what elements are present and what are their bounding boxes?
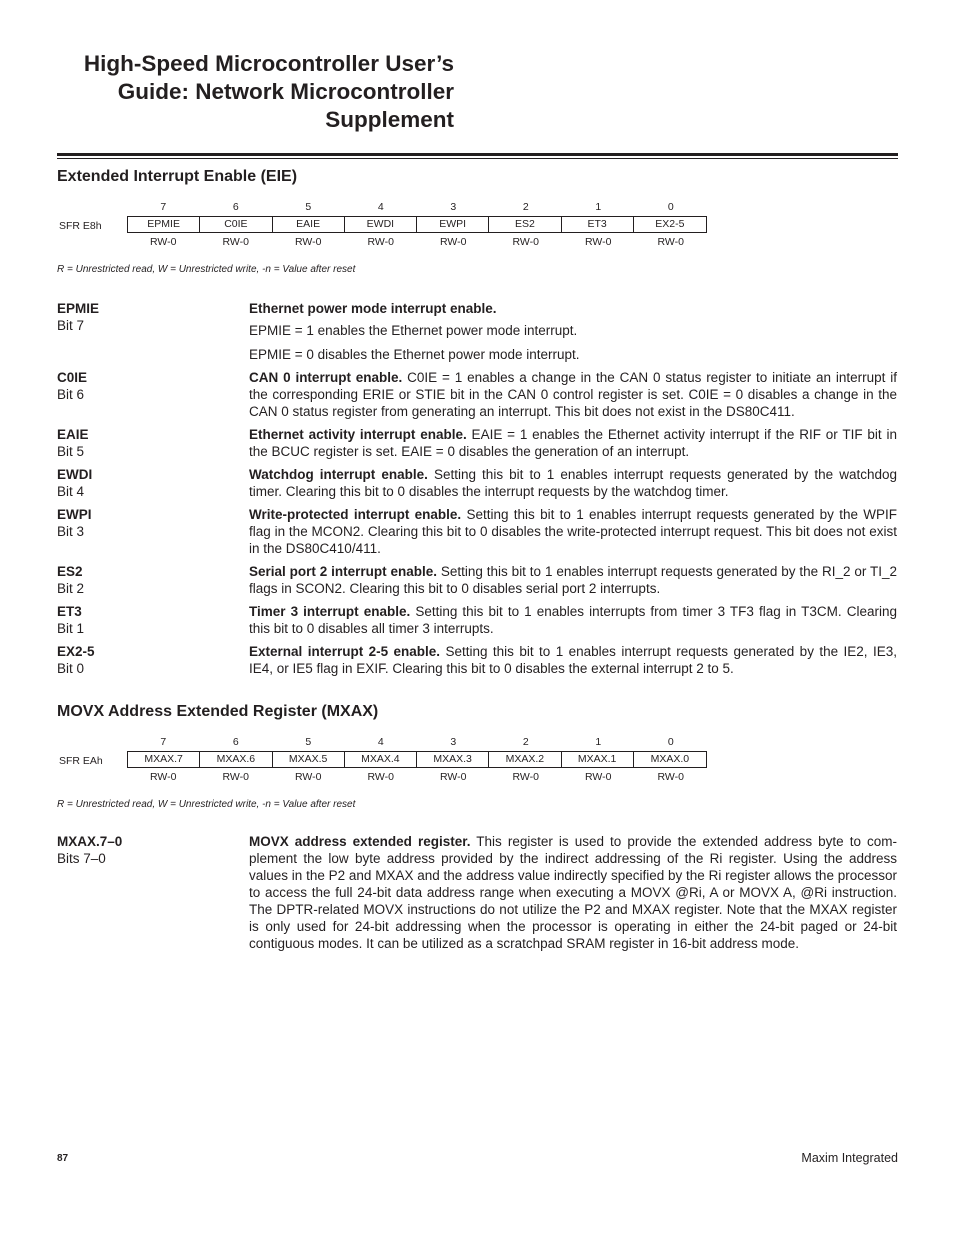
bit-name: C0IE [57, 370, 88, 385]
eie-bit-cells [127, 216, 707, 233]
mxax-reset-values [127, 771, 707, 783]
bit-cell: MXAX.7 [128, 752, 200, 767]
bit-position: Bits 7–0 [57, 851, 106, 866]
desc-lead: Write-protected interrupt enable. [249, 507, 462, 522]
bit-cell: MXAX.3 [417, 752, 489, 767]
bit-number: 5 [305, 736, 312, 748]
bit-desc-ewpi [249, 506, 897, 557]
reset-value: RW-0 [657, 236, 684, 248]
eie-sfr-address: SFR E8h [59, 220, 102, 232]
document-title [40, 50, 454, 134]
bit-cell: MXAX.2 [489, 752, 561, 767]
desc-lead: CAN 0 interrupt enable. [249, 370, 403, 385]
desc-line: EPMIE = 0 disables the Ethernet power mode interrupt. [249, 347, 580, 362]
eie-bit-numbers [127, 201, 707, 213]
desc-lead: Serial port 2 interrupt enable. [249, 564, 438, 579]
desc-lead: MOVX address extended register. [249, 834, 471, 849]
title-line-1: High-Speed Microcontroller User’s [83, 51, 454, 76]
bit-position: Bit 6 [57, 387, 85, 402]
bit-name-ewpi [57, 506, 92, 540]
desc-text: Setting this bit to 1 enables interrupts from timer 3 TF3 flag in T3CM. Clearing this bit to 0 disables all timer 3 interrupts. [249, 604, 897, 636]
reset-value: RW-0 [585, 771, 612, 783]
bit-number: 4 [377, 201, 384, 213]
reset-value: RW-0 [657, 771, 684, 783]
page-number: 87 [57, 1153, 69, 1164]
desc-lead: Watchdog interrupt enable. [249, 467, 428, 482]
reset-value: RW-0 [222, 771, 249, 783]
bit-name: EX2-5 [57, 644, 95, 659]
mxax-bit-numbers [127, 736, 707, 748]
bit-number: 2 [522, 201, 529, 213]
bit-desc-epmie [249, 300, 897, 363]
bit-name-mxax [57, 833, 122, 867]
title-line-2: Guide: Network Microcontroller [117, 79, 454, 104]
bit-desc-c0ie [249, 369, 897, 420]
bit-number: 1 [595, 201, 602, 213]
bit-cell: EWPI [417, 217, 489, 232]
desc-line: EPMIE = 1 enables the Ethernet power mode interrupt. [249, 323, 578, 338]
reset-value: RW-0 [367, 236, 394, 248]
reset-value: RW-0 [150, 771, 177, 783]
bit-number: 7 [160, 201, 167, 213]
bit-name-epmie [57, 300, 99, 334]
title-line-3: Supplement [325, 107, 454, 132]
reset-value: RW-0 [295, 771, 322, 783]
bit-number: 0 [667, 201, 674, 213]
bit-cell: EX2-5 [655, 218, 685, 230]
bit-name: ET3 [57, 604, 82, 619]
desc-text: Setting this bit to 1 enables interrupt requests generated by the IE2, IE3, IE4, or IE5 flag in EXIF. Clearing this bit to 0 disables the external interrupt 2 to 5. [249, 644, 897, 676]
bit-name-ex2-5 [57, 643, 95, 677]
bit-name: EWPI [57, 507, 92, 522]
bit-number: 6 [232, 736, 239, 748]
bit-number: 3 [450, 201, 457, 213]
eie-reset-values [127, 236, 707, 248]
bit-desc-es2 [249, 563, 897, 597]
desc-text: EAIE = 1 enables the Ethernet activity interrupt if the RIF or TIF bit in the BCUC register is set. EAIE = 0 disables the generation of an interrupt. [249, 427, 897, 459]
reset-value: RW-0 [222, 236, 249, 248]
reset-value: RW-0 [585, 236, 612, 248]
bit-position: Bit 4 [57, 484, 85, 499]
desc-text: C0IE = 1 enables a change in the CAN 0 status register to initiate an interrupt if the corresponding ERIE or STIE bit in the CAN 0 control register is set. C0IE = 0 disables a change in the CAN 0 status register from generating an interrupt. This bit does not exist in the DS80C411. [249, 370, 897, 419]
bit-desc-mxax [249, 833, 897, 952]
bit-name-c0ie [57, 369, 87, 403]
bit-cell: EAIE [273, 217, 345, 232]
mxax-legend: R = Unrestricted read, W = Unrestricted write, -n = Value after reset [57, 799, 356, 810]
bit-desc-eaie [249, 426, 897, 460]
bit-cell: MXAX.0 [650, 753, 690, 765]
bit-name-ewdi [57, 466, 92, 500]
desc-text: Setting this bit to 1 enables interrupt requests generated by the watchdog timer. Clearing this bit to 0 disables the interrupt requests by the watchdog timer. [249, 467, 897, 499]
bit-position: Bit 2 [57, 581, 85, 596]
bit-cell: ET3 [562, 217, 634, 232]
bit-number: 3 [450, 736, 457, 748]
bit-name-es2 [57, 563, 84, 597]
bit-number: 6 [232, 201, 239, 213]
bit-name-eaie [57, 426, 89, 460]
bit-name: ES2 [57, 564, 83, 579]
bit-cell: MXAX.1 [562, 752, 634, 767]
desc-lead: Ethernet activity interrupt enable. [249, 427, 467, 442]
bit-cell: C0IE [200, 217, 272, 232]
bit-position: Bit 0 [57, 661, 85, 676]
desc-lead: External interrupt 2-5 enable. [249, 644, 441, 659]
bit-position: Bit 7 [57, 318, 85, 333]
desc-lead: Ethernet power mode interrupt enable. [249, 301, 497, 316]
bit-cell: EWDI [345, 217, 417, 232]
company-name: Maxim Integrated [801, 1151, 898, 1165]
reset-value: RW-0 [512, 771, 539, 783]
eie-legend: R = Unrestricted read, W = Unrestricted write, -n = Value after reset [57, 264, 356, 275]
eie-heading: Extended Interrupt Enable (EIE) [57, 168, 298, 185]
bit-cell: MXAX.4 [345, 752, 417, 767]
bit-name-et3 [57, 603, 84, 637]
mxax-bit-cells [127, 751, 707, 768]
bit-cell: EPMIE [128, 217, 200, 232]
header-rule-thick [57, 153, 898, 156]
bit-position: Bit 3 [57, 524, 85, 539]
desc-lead: Timer 3 interrupt enable. [249, 604, 411, 619]
desc-text: Setting this bit to 1 enables interrupt requests generated by the RI_2 or TI_2 flags in SCON2. Clearing this bit to 0 disables serial port 2 interrupts. [249, 564, 897, 596]
bit-name: EAIE [57, 427, 89, 442]
bit-name: EPMIE [57, 301, 100, 316]
mxax-heading: MOVX Address Extended Register (MXAX) [57, 703, 379, 720]
reset-value: RW-0 [440, 771, 467, 783]
reset-value: RW-0 [440, 236, 467, 248]
desc-text: This register is used to provide the extended address byte to com-plement the low byte address provided by the indirect addressing of the Ri register. Using the address values in the P2 and MXAX and the address value indirectly specified by the Ri register allows the processor to access the full 24-bit data address range when executing a MOVX @Ri, A or MOVX A, @Ri instruction. The DPTR-related MOVX instructions do not utilize the P2 and MXAX register. Note that the MXAX register is only used for 24-bit addressing when the processor is operating in either the 24-bit paged or 24-bit contiguous modes. It can be utilized as a scratchpad SRAM register in 16-bit address mode. [249, 834, 897, 951]
bit-cell: MXAX.5 [273, 752, 345, 767]
bit-desc-ewdi [249, 466, 897, 500]
reset-value: RW-0 [295, 236, 322, 248]
reset-value: RW-0 [150, 236, 177, 248]
reset-value: RW-0 [512, 236, 539, 248]
bit-desc-et3 [249, 603, 897, 637]
bit-position: Bit 1 [57, 621, 85, 636]
bit-cell: ES2 [489, 217, 561, 232]
mxax-sfr-address: SFR EAh [59, 755, 103, 767]
bit-number: 2 [522, 736, 529, 748]
bit-name: MXAX.7–0 [57, 834, 123, 849]
bit-number: 5 [305, 201, 312, 213]
bit-number: 7 [160, 736, 167, 748]
bit-position: Bit 5 [57, 444, 85, 459]
desc-text: Setting this bit to 1 enables interrupt requests generated by the WPIF flag in the MCON2. Clearing this bit to 0 disables the write-protected interrupt request. This bit does not exist in the DS80C410/411. [249, 507, 898, 556]
bit-cell: MXAX.6 [200, 752, 272, 767]
bit-number: 1 [595, 736, 602, 748]
bit-number: 4 [377, 736, 384, 748]
bit-name: EWDI [57, 467, 93, 482]
reset-value: RW-0 [367, 771, 394, 783]
bit-desc-ex2-5 [249, 643, 897, 677]
bit-number: 0 [667, 736, 674, 748]
header-rule-thin [57, 158, 898, 159]
